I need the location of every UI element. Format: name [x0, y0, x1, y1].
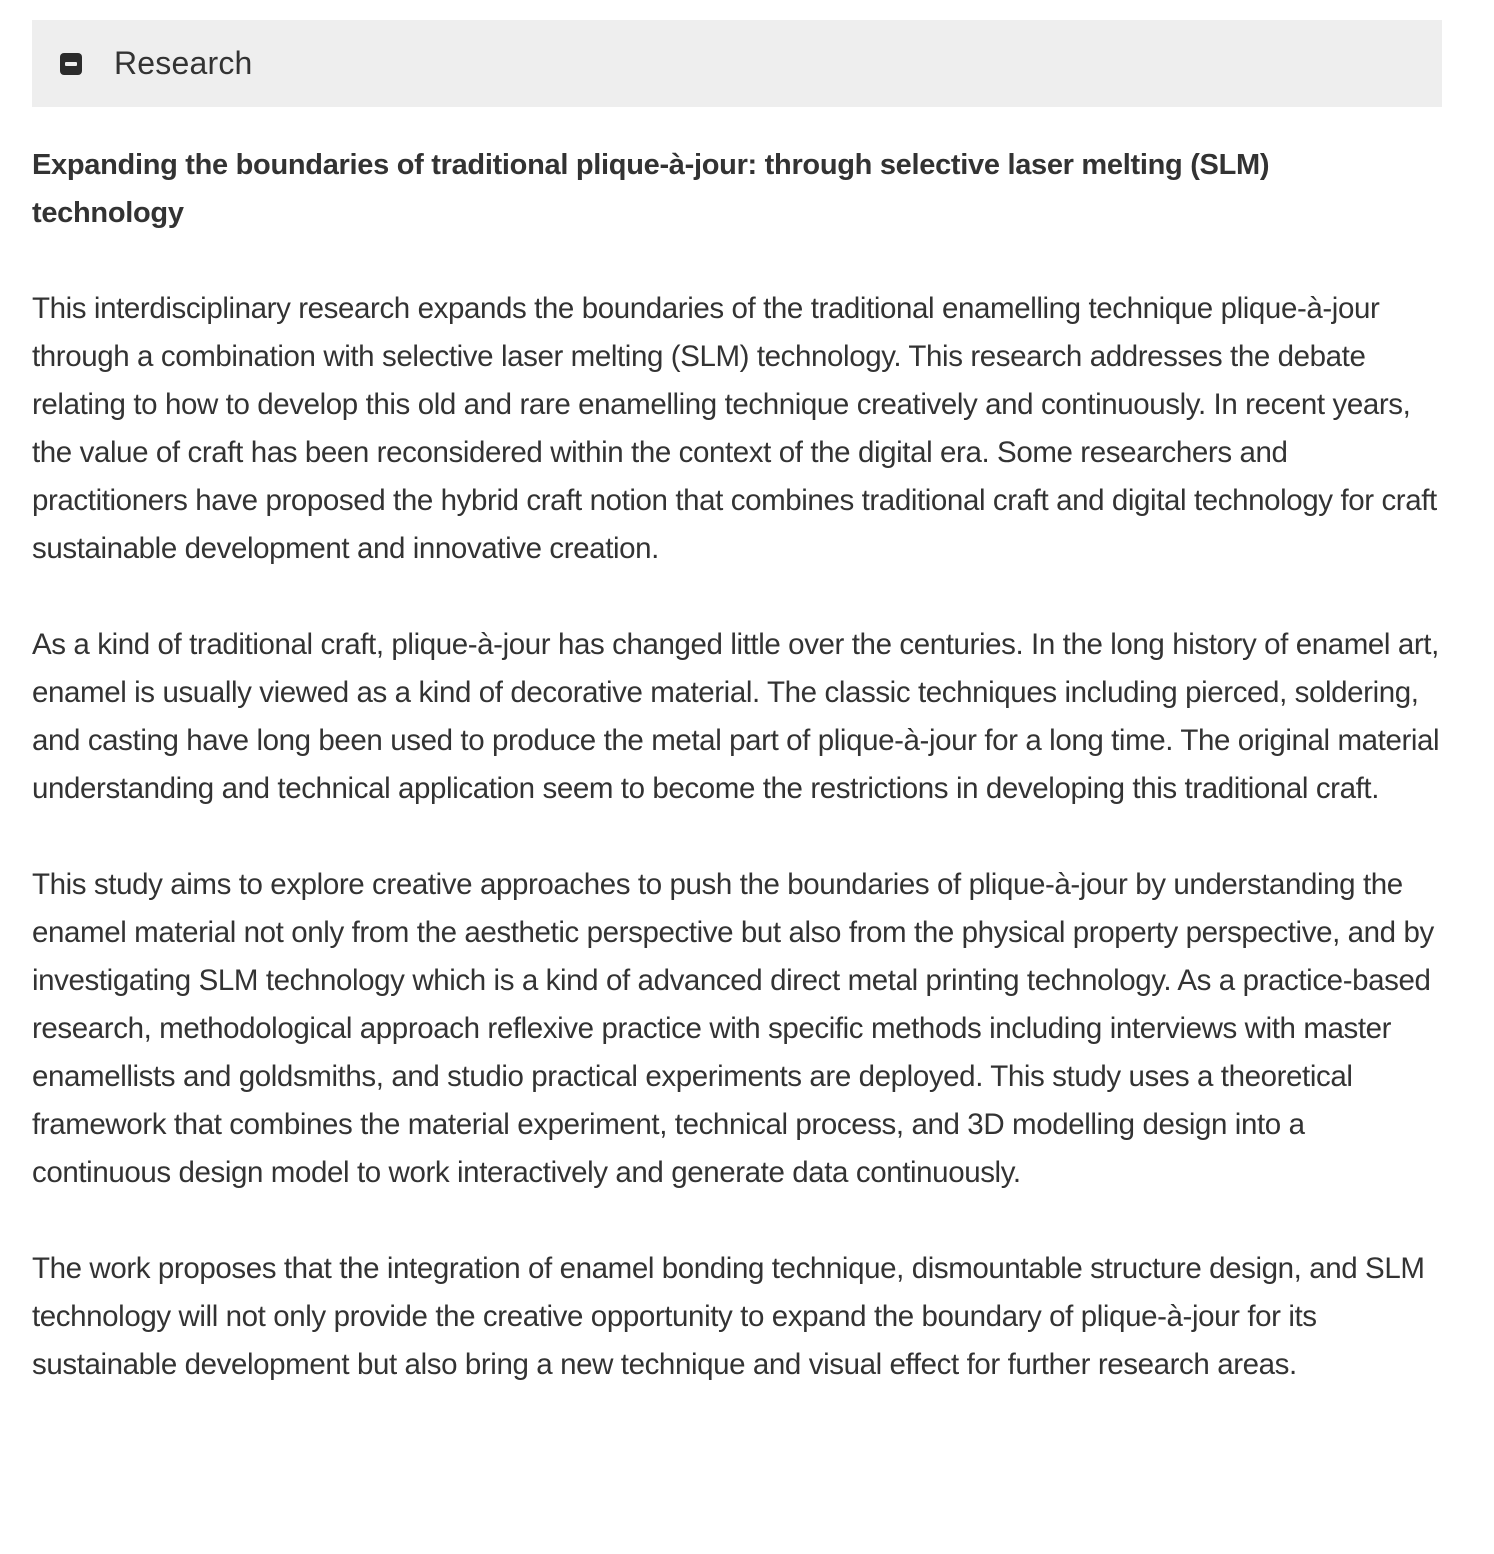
research-title: Expanding the boundaries of traditional plique-à-jour: through selective laser melting (SLM) technology: [32, 149, 1270, 229]
paragraph-3: This study aims to explore creative approaches to push the boundaries of plique-à-jour by understanding the enamel material not only from the aesthetic perspective but also from the physical property perspective, and by investigating SLM technology which is a kind of advanced direct metal printing technology. As a practice-based research, methodological approach reflexive practice with specific methods including interviews with master enamellists and goldsmiths, and studio practical experiments are deployed. This study uses a theoretical framework that combines the material experiment, technical process, and 3D modelling design into a continuous design model to work interactively and generate data continuously.: [32, 868, 1434, 1189]
paragraph-2: As a kind of traditional craft, plique-à-jour has changed little over the centuries. In the long history of enamel art, enamel is usually viewed as a kind of decorative material. The classic techniques including pierced, soldering, and casting have long been used to produce the metal part of plique-à-jour for a long time. The original material understanding and technical application seem to become the restrictions in developing this traditional craft.: [32, 628, 1440, 805]
paragraph-4: The work proposes that the integration of enamel bonding technique, dismountable structure design, and SLM technology will not only provide the creative opportunity to expand the boundary of plique-à-jour for its sustainable development but also bring a new technique and visual effect for further research areas.: [32, 1252, 1425, 1381]
paragraph-1: This interdisciplinary research expands the boundaries of the traditional enamelling technique plique-à-jour through a combination with selective laser melting (SLM) technology. This research addresses the debate relating to how to develop this old and rare enamelling technique creatively and continuously. In recent years, the value of craft has been reconsidered within the context of the digital era. Some researchers and practitioners have proposed the hybrid craft notion that combines traditional craft and digital technology for craft sustainable development and innovative creation.: [32, 292, 1437, 565]
minus-square-icon[interactable]: [60, 53, 82, 75]
accordion-title: Research: [114, 45, 253, 81]
accordion-panel: [32, 107, 1442, 1389]
accordion-header-research[interactable]: [32, 20, 1442, 107]
research-accordion: [32, 20, 1442, 1389]
